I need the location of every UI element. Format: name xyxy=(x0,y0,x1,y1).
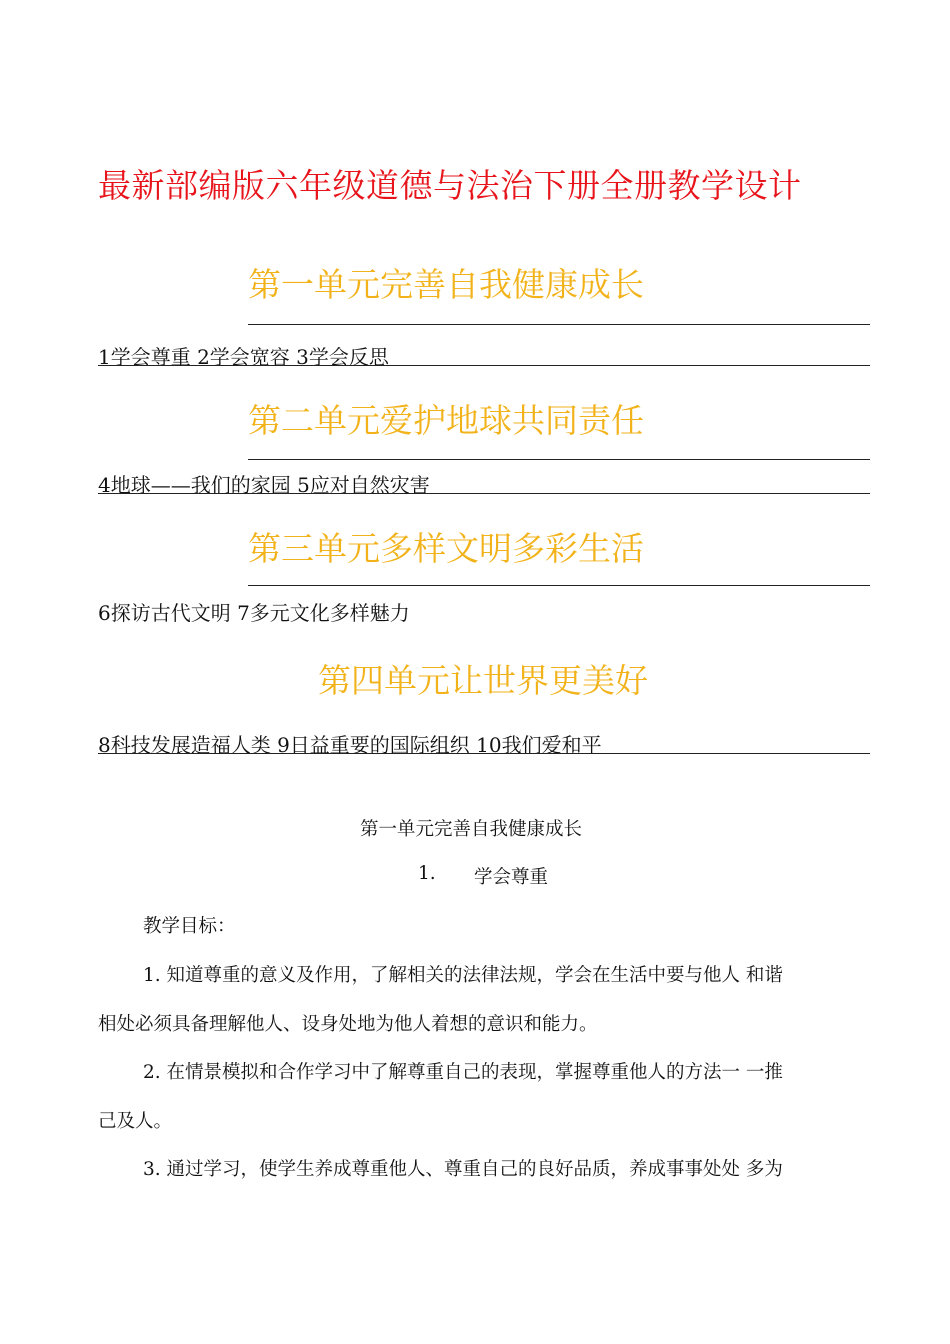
objective-1-line-1: 1. 知道尊重的意义及作用，了解相关的法律法规，学会在生活中要与他人 和谐 xyxy=(143,965,783,986)
unit-2-lessons-rule xyxy=(98,493,870,494)
unit-1-rule xyxy=(248,324,870,325)
objective-2-line-2: 己及人。 xyxy=(98,1111,173,1132)
lesson-number: 1. xyxy=(418,863,436,884)
section-unit-heading: 第一单元完善自我健康成长 xyxy=(360,819,583,840)
unit-1-lessons-rule xyxy=(98,365,870,366)
unit-4-lessons: 8科技发展造福人类 9日益重要的国际组织 10我们爱和平 xyxy=(98,733,602,757)
unit-1-title: 第一单元完善自我健康成长 xyxy=(248,265,644,304)
document-title: 最新部编版六年级道德与法治下册全册教学设计 xyxy=(98,166,802,205)
objective-3-line-1: 3. 通过学习，使学生养成尊重他人、尊重自己的良好品质，养成事事处处 多为 xyxy=(143,1159,783,1180)
unit-4-lessons-rule xyxy=(98,753,870,754)
unit-2-title: 第二单元爱护地球共同责任 xyxy=(248,401,644,440)
unit-3-rule xyxy=(248,585,870,586)
unit-3-lessons: 6探访古代文明 7多元文化多样魅力 xyxy=(98,601,410,625)
unit-2-lessons: 4地球——我们的家园 5应对自然灾害 xyxy=(98,473,430,497)
unit-2-rule xyxy=(248,459,870,460)
unit-1-lessons: 1学会尊重 2学会宽容 3学会反思 xyxy=(98,345,389,369)
objective-1-line-2: 相处必须具备理解他人、设身处地为他人着想的意识和能力。 xyxy=(98,1014,598,1035)
objective-2-line-1: 2. 在情景模拟和合作学习中了解尊重自己的表现，掌握尊重他人的方法一 一推 xyxy=(143,1062,783,1083)
lesson-title: 学会尊重 xyxy=(474,867,549,888)
unit-4-title: 第四单元让世界更美好 xyxy=(318,661,648,700)
objectives-label: 教学目标： xyxy=(143,916,236,937)
unit-3-title: 第三单元多样文明多彩生活 xyxy=(248,529,644,568)
